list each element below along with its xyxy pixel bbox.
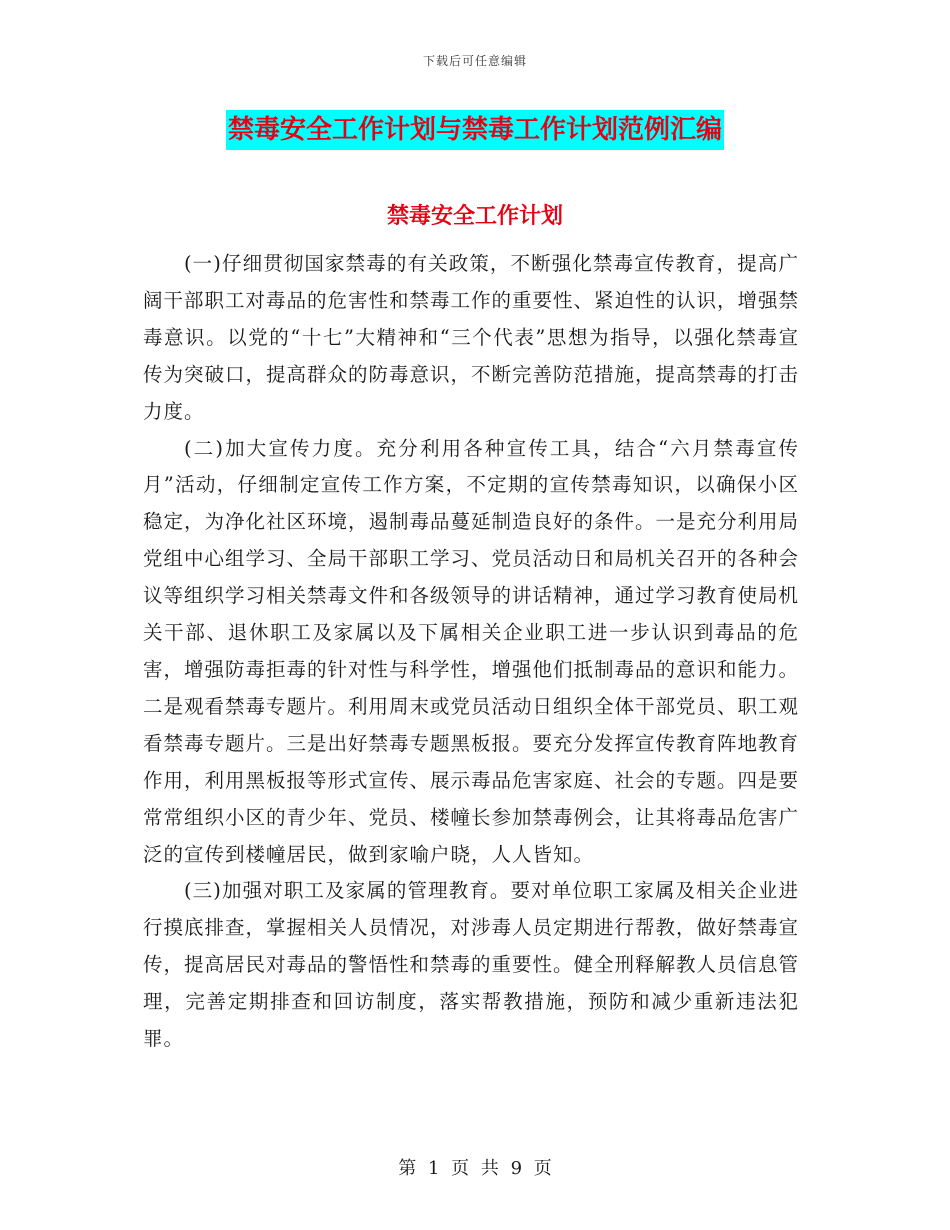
section-title: 禁毒安全工作计划	[386, 204, 563, 229]
paragraph-1: (一)仔细贯彻国家禁毒的有关政策，不断强化禁毒宣传教育，提高广阔干部职工对毒品的危害性和禁毒工作的重要性、紧迫性的认识，增强禁毒意识。以党的“十七”大精神和“三个代表”思想为指导，以强化禁毒宣传为突破口，提高群众的防毒意识，不断完善防范措施，提高禁毒的打击力度。	[143, 252, 800, 423]
paragraph-2: (二)加大宣传力度。充分利用各种宣传工具，结合“六月禁毒宣传月”活动，仔细制定宣传工作方案，不定期的宣传禁毒知识，以确保小区稳定，为净化社区环境，遏制毒品蔓延制造良好的条件。一是充分利用局党组中心组学习、全局干部职工学习、党员活动日和局机关召开的各种会议等组织学习相关禁毒文件和各级领导的讲话精神，通过学习教育使局机关干部、退休职工及家属以及下属相关企业职工进一步认识到毒品的危害，增强防毒拒毒的针对性与科学性，增强他们抵制毒品的意识和能力。二是观看禁毒专题片。利用周末或党员活动日组织全体干部党员、职工观看禁毒专题片。三是出好禁毒专题黑板报。要充分发挥宣传教育阵地教育作用，利用黑板报等形式宣传、展示毒品危害家庭、社会的专题。四是要常常组织小区的青少年、党员、楼幢长参加禁毒例会，让其将毒品危害广泛的宣传到楼幢居民，做到家喻户晓，人人皆知。	[143, 436, 800, 866]
document-title: 禁毒安全工作计划与禁毒工作计划范例汇编	[226, 110, 724, 150]
page-header-note: 下载后可任意编辑	[422, 54, 527, 68]
document-body	[143, 246, 799, 1058]
page-number-footer: 第 1 页 共 9 页	[398, 1158, 552, 1179]
paragraph-3: (三)加强对职工及家属的管理教育。要对单位职工家属及相关企业进行摸底排查，掌握相关人员情况，对涉毒人员定期进行帮教，做好禁毒宣传，提高居民对毒品的警悟性和禁毒的重要性。健全刑释解教人员信息管理，完善定期排查和回访制度，落实帮教措施，预防和减少重新违法犯罪。	[143, 879, 800, 1051]
main-title-container	[0, 110, 950, 150]
